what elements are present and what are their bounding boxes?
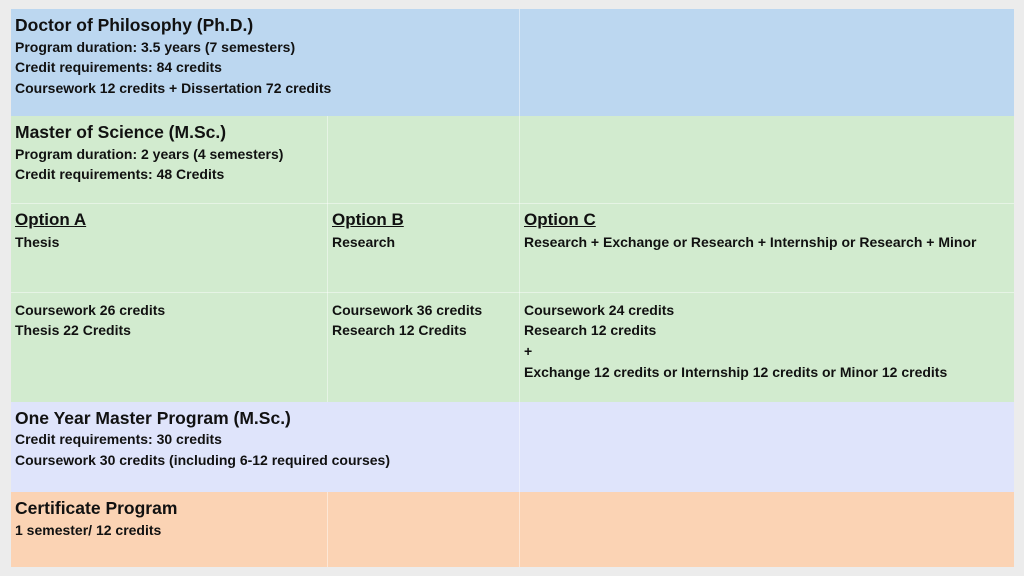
phd-credits: Credit requirements: 84 credits bbox=[15, 59, 222, 75]
one-year-title: One Year Master Program (M.Sc.) bbox=[15, 408, 291, 428]
row-divider bbox=[11, 203, 1014, 204]
option-c-line: Research 12 credits bbox=[524, 322, 657, 338]
phd-breakdown: Coursework 12 credits + Dissertation 72 credits bbox=[15, 80, 332, 96]
option-a-type: Thesis bbox=[15, 234, 60, 250]
option-c-type: Research + Exchange or Research + Internship or Research + Minor bbox=[524, 234, 977, 250]
option-c-line: Coursework 24 credits bbox=[524, 302, 675, 318]
cell-divider bbox=[519, 492, 520, 567]
msc-title: Master of Science (M.Sc.) bbox=[15, 122, 227, 142]
one-year-breakdown: Coursework 30 credits (including 6-12 required courses) bbox=[15, 452, 390, 468]
row-divider bbox=[11, 292, 1014, 293]
cell-divider bbox=[519, 9, 520, 116]
cell-divider bbox=[519, 402, 520, 492]
option-b-label: Option B bbox=[332, 210, 404, 229]
option-a-line: Thesis 22 Credits bbox=[15, 322, 131, 338]
one-year-section bbox=[11, 402, 1014, 492]
option-a-label: Option A bbox=[15, 210, 87, 229]
option-a-line: Coursework 26 credits bbox=[15, 302, 166, 318]
option-b-type: Research bbox=[332, 234, 396, 250]
certificate-title: Certificate Program bbox=[15, 498, 178, 518]
msc-credits: Credit requirements: 48 Credits bbox=[15, 166, 225, 182]
phd-section bbox=[11, 9, 1014, 116]
option-b-line: Coursework 36 credits bbox=[332, 302, 483, 318]
option-c-line: Exchange 12 credits or Internship 12 credits or Minor 12 credits bbox=[524, 364, 948, 380]
cell-divider bbox=[327, 492, 328, 567]
msc-section bbox=[11, 116, 1014, 402]
cell-divider bbox=[519, 116, 520, 402]
option-c-line: + bbox=[524, 343, 533, 359]
msc-duration: Program duration: 2 years (4 semesters) bbox=[15, 146, 284, 162]
phd-title: Doctor of Philosophy (Ph.D.) bbox=[15, 15, 254, 35]
cell-divider bbox=[327, 116, 328, 402]
option-b-line: Research 12 Credits bbox=[332, 322, 467, 338]
certificate-section bbox=[11, 492, 1014, 567]
option-c-label: Option C bbox=[524, 210, 596, 229]
one-year-credits: Credit requirements: 30 credits bbox=[15, 431, 222, 447]
phd-duration: Program duration: 3.5 years (7 semesters) bbox=[15, 39, 296, 55]
certificate-detail: 1 semester/ 12 credits bbox=[15, 522, 162, 538]
